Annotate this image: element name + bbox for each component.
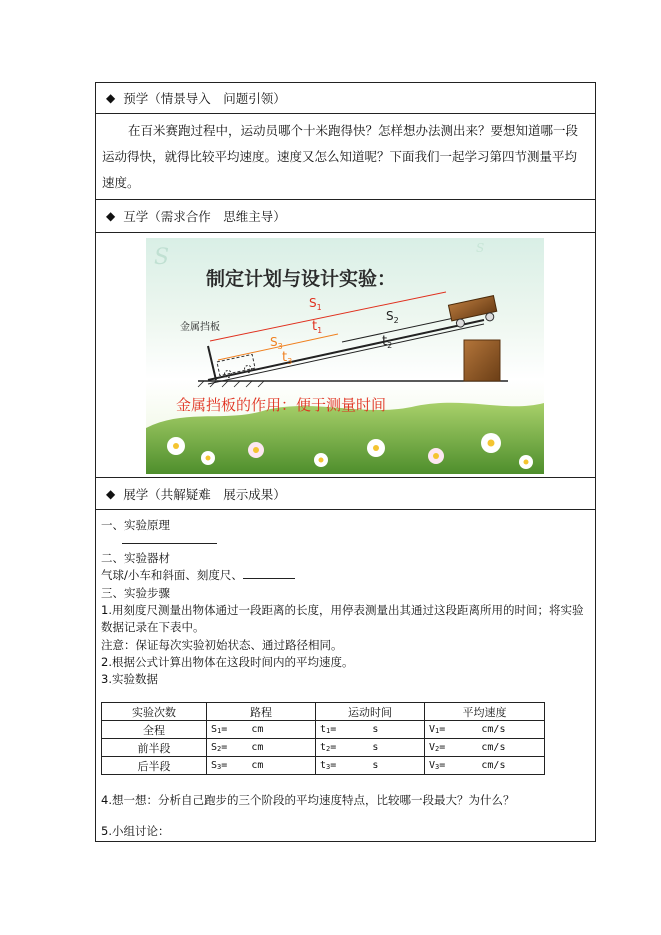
time-cell[interactable]: t1= s (316, 721, 425, 739)
row-label: 前半段 (102, 739, 207, 757)
section-header-showcase (96, 478, 595, 510)
section-title: 预学（情景导入 问题引领） (123, 91, 286, 106)
section-title: 展学（共解疑难 展示成果） (123, 486, 286, 502)
equipment-line (101, 567, 295, 583)
table-header: 实验次数 (102, 703, 207, 721)
diamond-bullet-icon: ◆ (106, 209, 116, 223)
table-header: 平均速度 (425, 703, 545, 721)
diagram-caption: 金属挡板的作用：便于测量时间 (176, 396, 387, 414)
step-2: 2.根据公式计算出物体在这段时间内的平均速度。 (101, 655, 354, 669)
diamond-bullet-icon: ◆ (106, 91, 116, 105)
table-header: 路程 (207, 703, 316, 721)
diagram-heading: 制定计划与设计实验： (206, 268, 397, 290)
t3-label: $t_3$ (282, 350, 293, 366)
distance-cell[interactable]: S1= cm (207, 721, 316, 739)
experiment-diagram (146, 238, 544, 474)
section-showcase-body (96, 510, 595, 841)
section-title: 互学（需求合作 思维主导） (123, 209, 286, 224)
table-header: 运动时间 (316, 703, 425, 721)
t1-label: $t_1$ (312, 319, 323, 335)
equipment-text: 气球/小车和斜面、刻度尺、 (101, 568, 243, 582)
principle-blank[interactable] (122, 531, 217, 547)
section-image-row (96, 233, 595, 478)
equipment-blank[interactable] (243, 567, 295, 579)
step-3: 3.实验数据 (101, 672, 158, 686)
distance-cell[interactable]: S2= cm (207, 739, 316, 757)
note: 注意：保证每次实验初始状态、通过路径相同。 (101, 638, 343, 652)
step-5: 5.小组讨论： (101, 824, 170, 838)
table-header-row (102, 703, 545, 721)
distance-cell[interactable]: S3= cm (207, 757, 316, 775)
worksheet (95, 82, 596, 842)
s2-label: $S_2$ (386, 309, 399, 325)
principle-heading: 一、实验原理 (101, 518, 170, 532)
equipment-heading: 二、实验器材 (101, 551, 170, 565)
wooden-block (464, 340, 500, 381)
table-row (102, 739, 545, 757)
table-row (102, 721, 545, 739)
t2-label: $t_2$ (382, 334, 393, 350)
data-table (101, 702, 545, 775)
time-cell[interactable]: t3= s (316, 757, 425, 775)
section-intro (96, 114, 595, 200)
speed-cell[interactable]: V3= cm/s (425, 757, 545, 775)
intro-paragraph: 在百米赛跑过程中，运动员哪个十米跑得快？怎样想办法测出来？要想知道哪一段运动得快，就得比较平均速度。速度又怎么知道呢？下面我们一起学习第四节测量平均速度。 (102, 123, 579, 190)
table-row (102, 757, 545, 775)
section-header-preview (96, 83, 595, 114)
section-header-cooperate (96, 200, 595, 233)
s3-label: $S_3$ (270, 335, 283, 351)
steps-heading: 三、实验步骤 (101, 586, 170, 600)
step-1: 1.用刻度尺测量出物体通过一段距离的长度，用停表测量出其通过这段距离所用的时间；将实验 (101, 603, 584, 617)
metal-plate-label: 金属挡板 (180, 322, 220, 333)
diamond-bullet-icon: ◆ (106, 486, 116, 501)
speed-cell[interactable]: V2= cm/s (425, 739, 545, 757)
step-1-cont: 数据记录在下表中。 (101, 620, 205, 634)
s1-label: $S_1$ (309, 296, 322, 312)
row-label: 后半段 (102, 757, 207, 775)
watermark-script-right: S (476, 241, 485, 255)
watermark-script: S (154, 245, 170, 270)
time-cell[interactable]: t2= s (316, 739, 425, 757)
speed-cell[interactable]: V1= cm/s (425, 721, 545, 739)
step-4: 4.想一想：分析自己跑步的三个阶段的平均速度特点，比较哪一段最大？为什么？ (101, 793, 515, 807)
row-label: 全程 (102, 721, 207, 739)
